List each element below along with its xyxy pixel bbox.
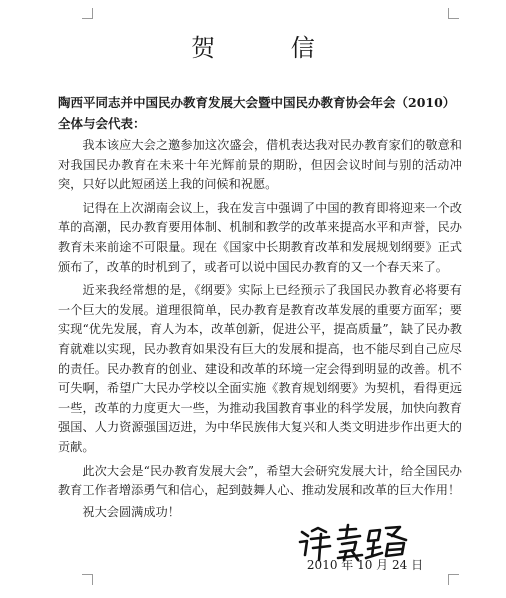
margin-corner-top-left (82, 8, 93, 19)
paragraph-2: 记得在上次湖南会议上，我在发言中强调了中国的教育即将迎来一个改革的高潮，民办教育要用体制、机制和教学的改革来提高水平和声誉，民办教育未来前途不可限量。现在《国家中长期教育改革和发展规划纲要》正式颁布了，改革的时机到了，或者可以说中国民办教育的又一个春天来了。 (58, 200, 462, 274)
margin-corner-top-right (448, 8, 459, 19)
letter-body (58, 136, 462, 522)
paragraph-1: 我本该应大会之邀参加这次盛会，借机表达我对民办教育家们的敬意和对我国民办教育在未来十年光辉前景的期盼，但因会议时间与别的活动冲突，只好以此短函送上我的问候和祝愿。 (58, 138, 462, 192)
letter-date: 2010 年 10 月 24 日 (306, 558, 424, 572)
paragraph-3: 近来我经常想的是，《纲要》实际上已经预示了我国民办教育必将要有一个巨大的发展。道理很简单，民办教育是教育改革发展的重要方面军；要实现“优先发展，育人为本，改革创新，促进公平，提高质量”，缺了民办教育就难以实现，民办教育如果没有巨大的发展和提高，也不能尽到自己应尽的责任。民办教育的创业、建设和改革的环境一定会得到明显的改善。机不可失啊，希望广大民办学校以全面实施《教育规划纲要》为契机，看得更远一些，改革的力度更大一些，为推动我国教育事业的科学发展，加快向教育强国、人力资源强国迈进，为中华民族伟大复兴和人类文明进步作出更大的贡献。 (58, 283, 462, 454)
salutation: 陶西平同志并中国民办教育发展大会暨中国民办教育协会年会（2010）全体与会代表： (58, 95, 456, 131)
letter-title: 贺 信 (191, 34, 349, 62)
paragraph-5: 祝大会圆满成功！ (82, 504, 180, 519)
margin-corner-bottom-right (448, 574, 459, 585)
margin-corner-bottom-left (82, 574, 93, 585)
paragraph-4: 此次大会是“民办教育发展大会”，希望大会研究发展大计，给全国民办教育工作者增添勇气和信心，起到鼓舞人心、推动发展和改革的巨大作用！ (58, 463, 462, 498)
